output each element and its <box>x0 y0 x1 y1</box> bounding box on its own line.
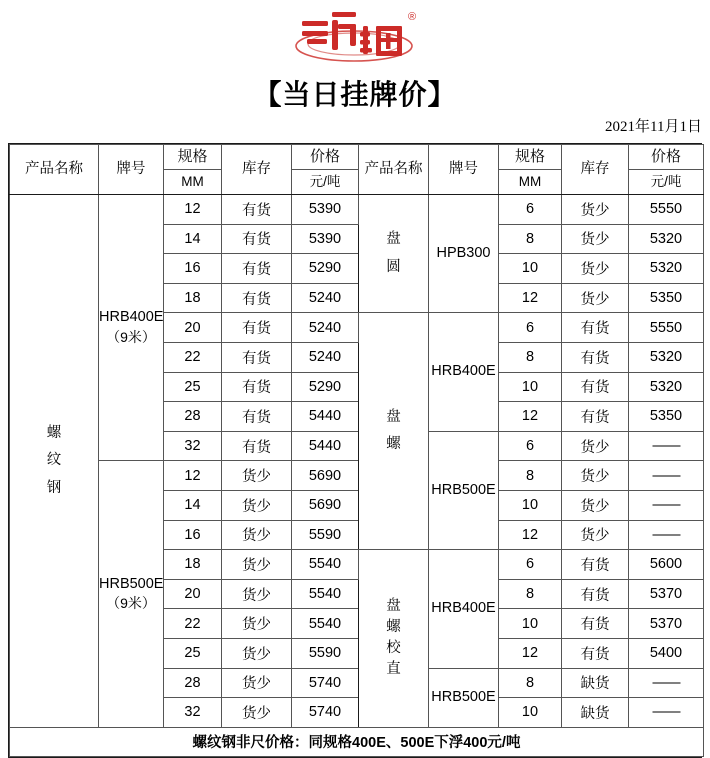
price-cell: 5690 <box>292 461 359 491</box>
product-name-char: 纹 <box>46 452 62 469</box>
stock-cell: 货少 <box>562 254 629 284</box>
lugang-logo-graphic <box>280 4 430 66</box>
spec-cell: 6 <box>499 195 562 225</box>
price-cell: 5370 <box>629 609 704 639</box>
header-price-label-right: 价格 <box>629 145 703 170</box>
product-name-char: 盘 <box>386 408 401 425</box>
spec-cell: 16 <box>164 520 222 550</box>
table-footer <box>10 727 704 757</box>
stock-cell: 货少 <box>222 461 292 491</box>
price-cell: 5590 <box>292 638 359 668</box>
price-cell: 5320 <box>629 224 704 254</box>
product-name-cell <box>359 313 429 550</box>
price-cell: 5550 <box>629 313 704 343</box>
footer-note-row <box>10 727 704 757</box>
spec-cell: 10 <box>499 698 562 728</box>
price-cell: 5290 <box>292 254 359 284</box>
stock-cell: 有货 <box>222 431 292 461</box>
stock-cell: 有货 <box>222 372 292 402</box>
product-name-char: 圆 <box>386 258 401 275</box>
price-cell: —— <box>629 431 704 461</box>
spec-cell: 32 <box>164 431 222 461</box>
product-name-char: 螺 <box>386 436 401 453</box>
price-cell: 5590 <box>292 520 359 550</box>
header-spec-left <box>164 145 222 195</box>
table-row <box>10 195 704 225</box>
spec-cell: 22 <box>164 342 222 372</box>
price-cell: —— <box>629 490 704 520</box>
price-cell: 5390 <box>292 195 359 225</box>
price-cell: 5320 <box>629 254 704 284</box>
stock-cell: 货少 <box>222 638 292 668</box>
stock-cell: 缺货 <box>562 698 629 728</box>
product-name-char: 直 <box>386 661 401 678</box>
price-cell: 5370 <box>629 579 704 609</box>
grade-cell: HPB300 <box>429 195 499 313</box>
page-title: 【当日挂牌价】 <box>253 78 457 111</box>
product-name-char: 螺 <box>46 424 62 441</box>
stock-cell: 货少 <box>562 283 629 313</box>
spec-cell: 12 <box>499 402 562 432</box>
price-cell: 5290 <box>292 372 359 402</box>
grade-cell <box>99 195 164 461</box>
spec-cell: 20 <box>164 579 222 609</box>
spec-cell: 20 <box>164 313 222 343</box>
stock-cell: 货少 <box>222 579 292 609</box>
stock-cell: 有货 <box>222 254 292 284</box>
stock-cell: 货少 <box>222 550 292 580</box>
spec-cell: 10 <box>499 490 562 520</box>
spec-cell: 12 <box>499 638 562 668</box>
stock-cell: 货少 <box>562 490 629 520</box>
price-cell: 5690 <box>292 490 359 520</box>
price-cell: 5540 <box>292 550 359 580</box>
grade-cell: HRB500E <box>429 431 499 549</box>
grade-cell: HRB400E <box>429 550 499 668</box>
stock-cell: 有货 <box>562 638 629 668</box>
price-table <box>9 144 704 757</box>
stock-cell: 货少 <box>222 609 292 639</box>
spec-cell: 14 <box>164 490 222 520</box>
table-header <box>10 145 704 195</box>
quote-date: 2021年11月1日 <box>605 119 702 135</box>
product-name-char: 盘 <box>386 231 401 248</box>
spec-cell: 12 <box>499 520 562 550</box>
spec-cell: 8 <box>499 668 562 698</box>
price-cell: 5440 <box>292 402 359 432</box>
stock-cell: 有货 <box>222 313 292 343</box>
stock-cell: 货少 <box>562 195 629 225</box>
header-spec-label-right: 规格 <box>499 145 561 170</box>
spec-cell: 8 <box>499 342 562 372</box>
price-cell: 5540 <box>292 609 359 639</box>
grade-length-label: （9米） <box>106 595 156 612</box>
stock-cell: 有货 <box>562 550 629 580</box>
header-grade-right: 牌号 <box>429 145 499 195</box>
spec-cell: 25 <box>164 638 222 668</box>
table-body <box>10 195 704 728</box>
spec-cell: 8 <box>499 224 562 254</box>
stock-cell: 货少 <box>562 461 629 491</box>
header-spec-label-left: 规格 <box>164 145 221 170</box>
stock-cell: 货少 <box>562 224 629 254</box>
price-cell: —— <box>629 698 704 728</box>
spec-cell: 18 <box>164 550 222 580</box>
footer-note: 螺纹钢非尺价格：同规格400E、500E下浮400元/吨 <box>10 727 704 757</box>
stock-cell: 货少 <box>222 668 292 698</box>
price-cell: —— <box>629 520 704 550</box>
price-cell: 5740 <box>292 668 359 698</box>
header-price-right <box>629 145 704 195</box>
stock-cell: 有货 <box>562 342 629 372</box>
grade-cell <box>99 461 164 727</box>
spec-cell: 16 <box>164 254 222 284</box>
stock-cell: 有货 <box>222 402 292 432</box>
header-grade-left: 牌号 <box>99 145 164 195</box>
product-name-char: 校 <box>386 640 401 657</box>
stock-cell: 有货 <box>222 224 292 254</box>
trademark-icon: ® <box>408 11 417 23</box>
logo-banner <box>0 0 710 70</box>
product-name-char: 螺 <box>386 619 401 636</box>
stock-cell: 有货 <box>222 283 292 313</box>
stock-cell: 有货 <box>222 195 292 225</box>
spec-cell: 8 <box>499 579 562 609</box>
price-cell: 5320 <box>629 342 704 372</box>
price-cell: 5320 <box>629 372 704 402</box>
lugang-logo <box>280 4 430 66</box>
product-name-char: 钢 <box>46 479 62 496</box>
price-cell: 5240 <box>292 283 359 313</box>
stock-cell: 有货 <box>562 313 629 343</box>
spec-cell: 25 <box>164 372 222 402</box>
price-cell: 5600 <box>629 550 704 580</box>
price-cell: 5350 <box>629 402 704 432</box>
spec-cell: 28 <box>164 402 222 432</box>
spec-cell: 12 <box>164 461 222 491</box>
spec-cell: 10 <box>499 372 562 402</box>
spec-cell: 12 <box>499 283 562 313</box>
spec-cell: 6 <box>499 431 562 461</box>
spec-cell: 6 <box>499 313 562 343</box>
stock-cell: 有货 <box>222 342 292 372</box>
price-cell: 5240 <box>292 342 359 372</box>
price-cell: 5400 <box>629 638 704 668</box>
header-spec-right <box>499 145 562 195</box>
price-cell: —— <box>629 668 704 698</box>
spec-cell: 6 <box>499 550 562 580</box>
stock-cell: 有货 <box>562 402 629 432</box>
product-name-cell <box>10 195 99 728</box>
product-name-cell <box>359 195 429 313</box>
price-cell: 5740 <box>292 698 359 728</box>
spec-cell: 14 <box>164 224 222 254</box>
header-stock-left: 库存 <box>222 145 292 195</box>
header-stock-right: 库存 <box>562 145 629 195</box>
price-cell: 5240 <box>292 313 359 343</box>
grade-label: HRB500E <box>99 575 164 592</box>
table-row <box>10 461 704 491</box>
price-cell: 5540 <box>292 579 359 609</box>
stock-cell: 货少 <box>222 520 292 550</box>
stock-cell: 货少 <box>562 431 629 461</box>
stock-cell: 货少 <box>222 490 292 520</box>
header-row <box>10 145 704 195</box>
stock-cell: 有货 <box>562 579 629 609</box>
header-spec-unit-right: MM <box>518 174 542 189</box>
spec-cell: 12 <box>164 195 222 225</box>
header-product-right: 产品名称 <box>359 145 429 195</box>
price-cell: 5550 <box>629 195 704 225</box>
product-name-char: 盘 <box>386 598 401 615</box>
grade-cell: HRB500E <box>429 668 499 727</box>
spec-cell: 10 <box>499 254 562 284</box>
header-product-left: 产品名称 <box>10 145 99 195</box>
header-price-unit-right: 元/吨 <box>650 174 682 189</box>
header-spec-unit-left: MM <box>181 174 204 189</box>
grade-length-label: （9米） <box>106 329 156 345</box>
header-price-unit-left: 元/吨 <box>309 174 341 189</box>
grade-label: HRB400E <box>99 309 164 326</box>
spec-cell: 8 <box>499 461 562 491</box>
stock-cell: 有货 <box>562 609 629 639</box>
spec-cell: 22 <box>164 609 222 639</box>
stock-cell: 有货 <box>562 372 629 402</box>
header-price-left <box>292 145 359 195</box>
price-cell: 5350 <box>629 283 704 313</box>
header-price-label-left: 价格 <box>292 145 358 170</box>
price-cell: 5390 <box>292 224 359 254</box>
spec-cell: 32 <box>164 698 222 728</box>
product-name-cell <box>359 550 429 728</box>
spec-cell: 10 <box>499 609 562 639</box>
price-table-container <box>8 143 702 758</box>
stock-cell: 货少 <box>222 698 292 728</box>
spec-cell: 28 <box>164 668 222 698</box>
grade-cell: HRB400E <box>429 313 499 431</box>
stock-cell: 缺货 <box>562 668 629 698</box>
stock-cell: 货少 <box>562 520 629 550</box>
price-cell: 5440 <box>292 431 359 461</box>
price-cell: —— <box>629 461 704 491</box>
spec-cell: 18 <box>164 283 222 313</box>
